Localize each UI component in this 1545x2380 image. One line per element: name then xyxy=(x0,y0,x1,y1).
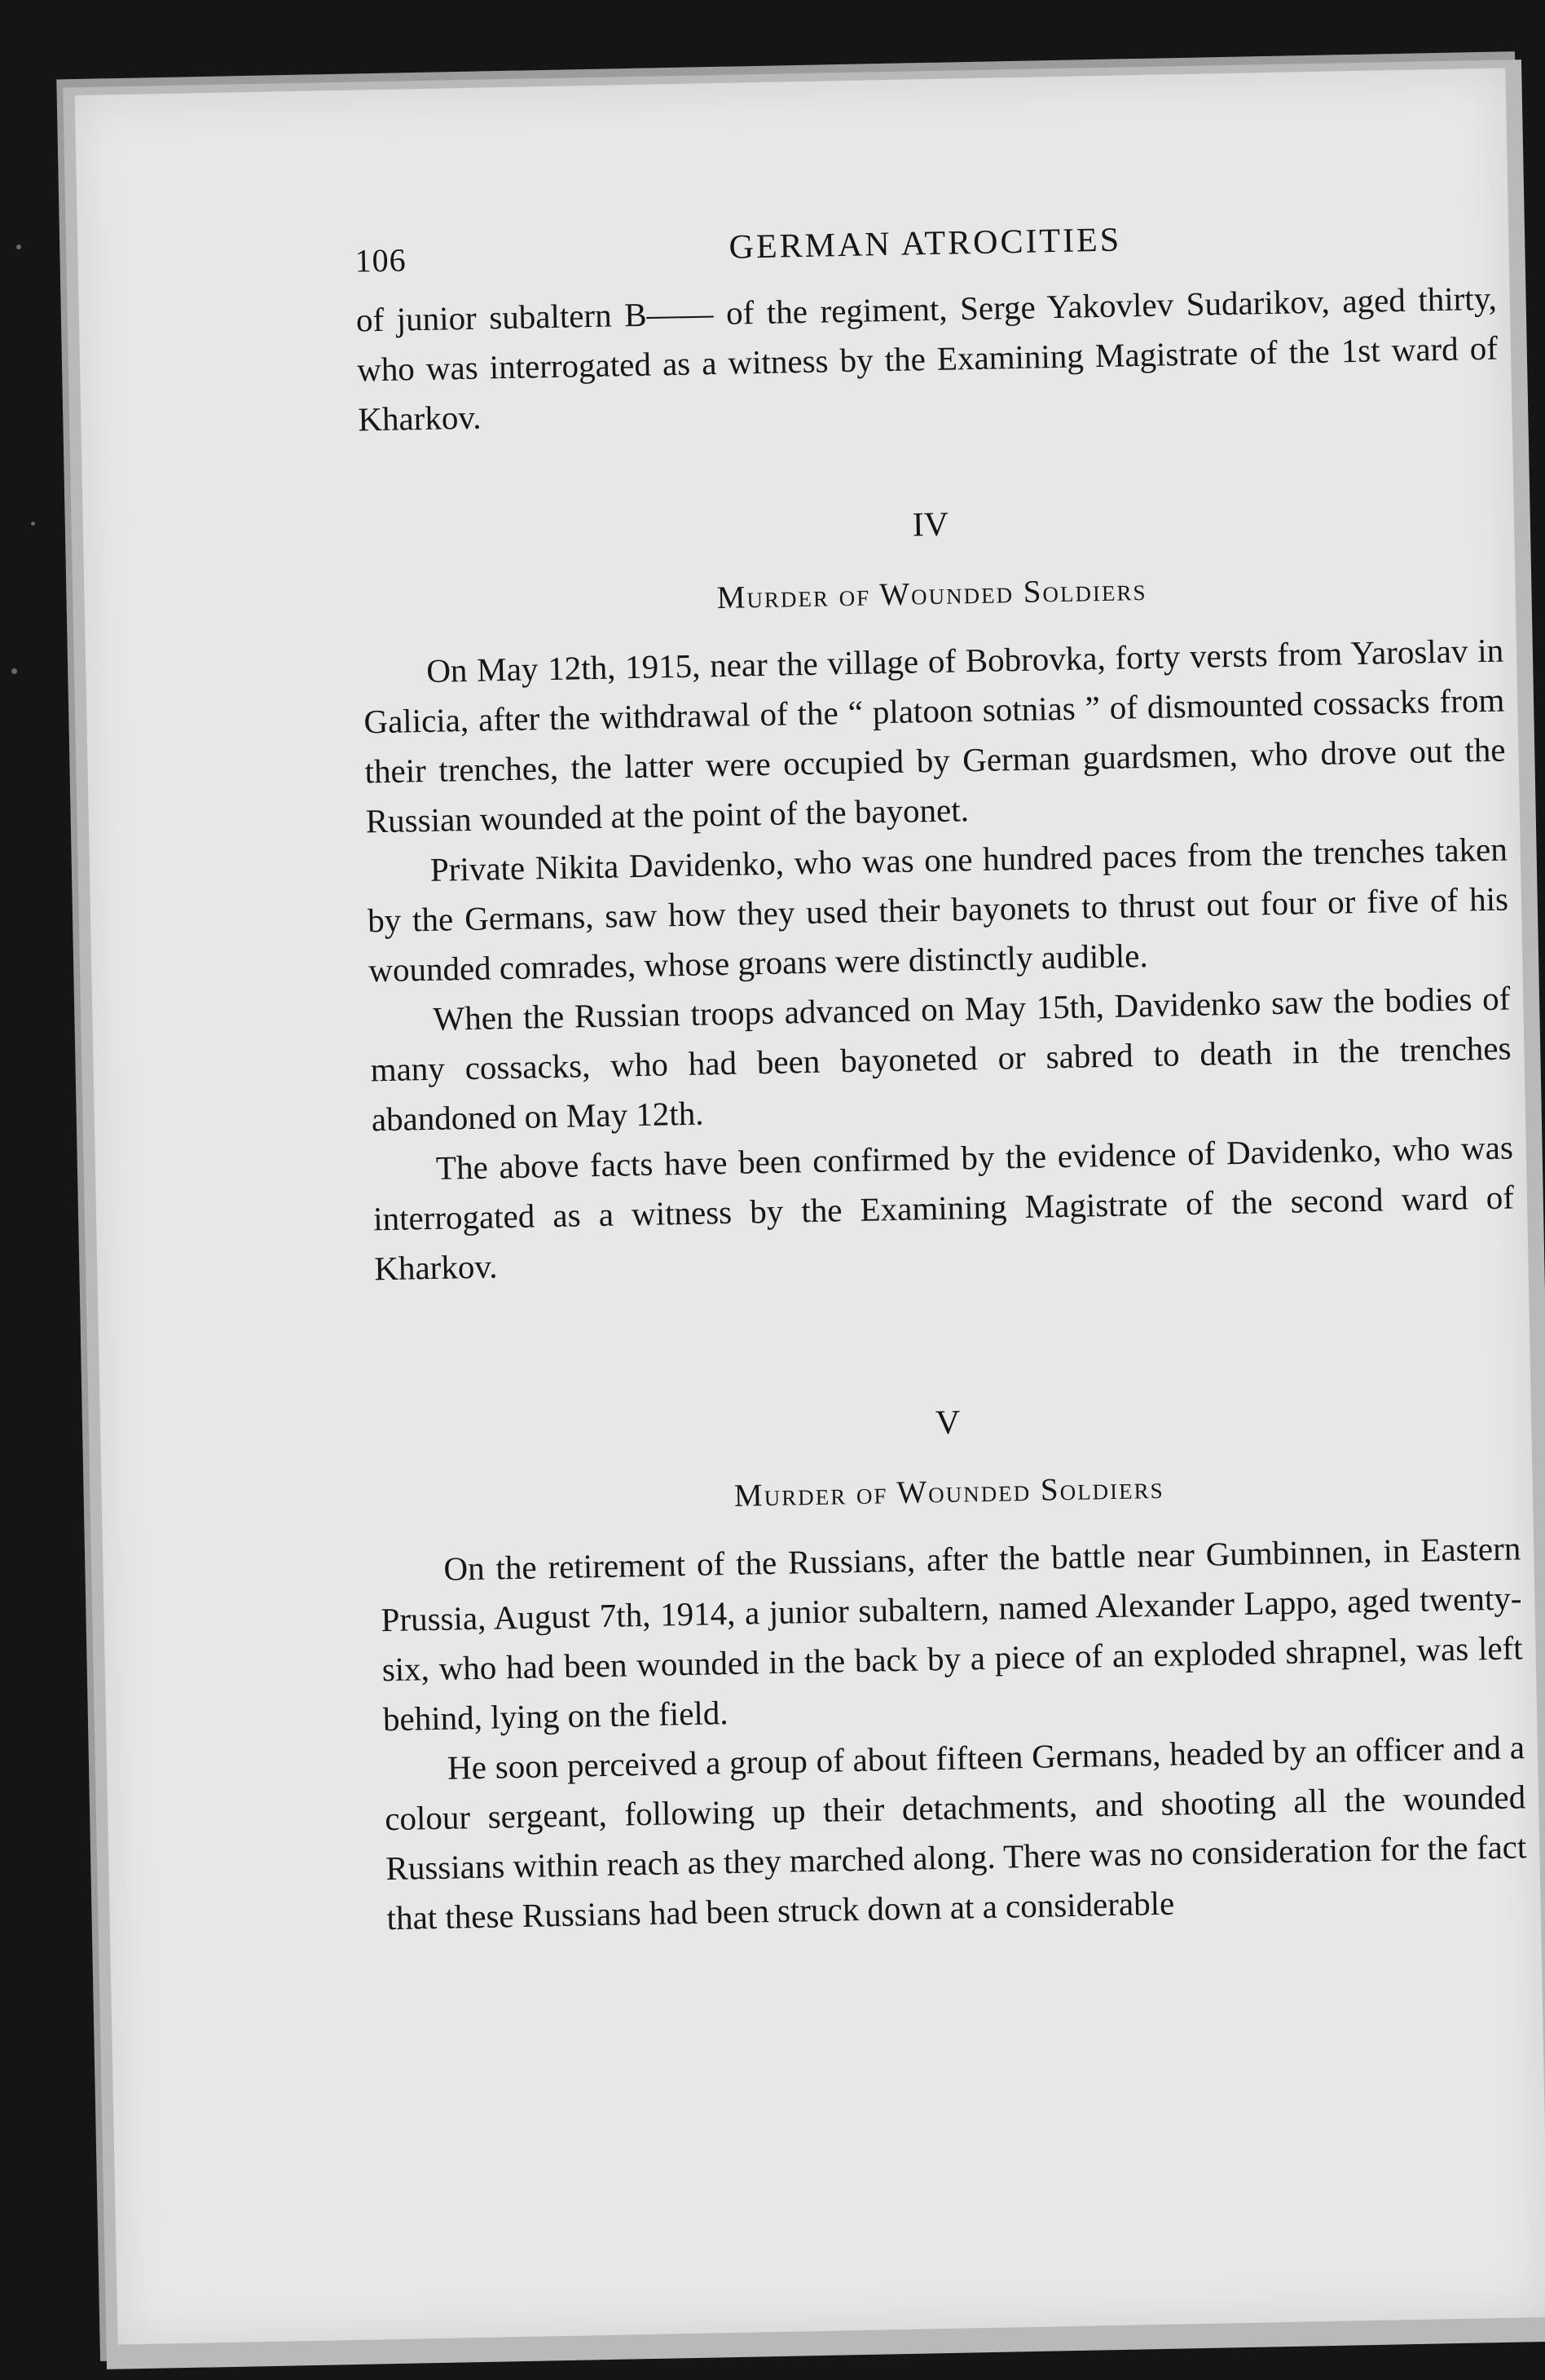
page-number: 106 xyxy=(354,241,407,280)
scan-speck xyxy=(11,668,17,674)
body-paragraph: The above facts have been confirmed by the evidence of Davidenko, who was interrogated as a witness by the Examining Magistrate of the second ward of Kharkov. xyxy=(372,1128,1515,1288)
book-page xyxy=(75,68,1545,2344)
page-text-block xyxy=(354,214,1528,1943)
section-heading: Murder of Wounded Soldiers xyxy=(733,1470,1164,1514)
section-heading: Murder of Wounded Soldiers xyxy=(716,571,1147,616)
body-paragraph: He soon perceived a group of about fifteen Germans, headed by an officer and a colour sergeant, following up their detachments, and shooting all the wounded Russians within reach as they marched along. There was no consideration for the fact that these Russians had been struck down at a considerable xyxy=(384,1728,1527,1937)
running-title: GERMAN ATROCITIES xyxy=(728,221,1122,267)
opening-paragraph: of junior subaltern B—— of the regiment, Serge Yakovlev Sudarikov, aged thirty, who was interrogated as a witness by the Examining Magistrate of the 1st ward of Kharkov. xyxy=(355,279,1499,439)
section-numeral: IV xyxy=(912,505,949,544)
body-paragraph: When the Russian troops advanced on May 15th, Davidenko saw the bodies of many cossacks, who had been bayoneted or sabred to death in the trenches abandoned on May 12th. xyxy=(370,979,1512,1139)
body-paragraph: On May 12th, 1915, near the village of Bobrovka, forty versts from Yaroslav in Galicia, after the withdrawal of the “ platoon sotnias ” of dismounted cossacks from their trenches, the latter were occupied by German guardsmen, who drove out the Russian wounded at the point of the bayonet. xyxy=(363,631,1506,840)
section-numeral: V xyxy=(935,1404,961,1443)
body-paragraph: Private Nikita Davidenko, who was one hundred paces from the trenches taken by the Germans, saw how they used their bayonets to thrust out four or five of his wounded comrades, whose groans were distinctly audible. xyxy=(367,830,1509,989)
scan-speck xyxy=(16,245,21,249)
body-paragraph: On the retirement of the Russians, after the battle near Gumbinnen, in Eastern Prussia, August 7th, 1914, a junior subaltern, named Alexander Lappo, aged twenty-six, who had been wounded in the back by a piece of an exploded shrapnel, was left behind, lying on the field. xyxy=(381,1529,1523,1739)
scan-speck xyxy=(31,522,35,526)
